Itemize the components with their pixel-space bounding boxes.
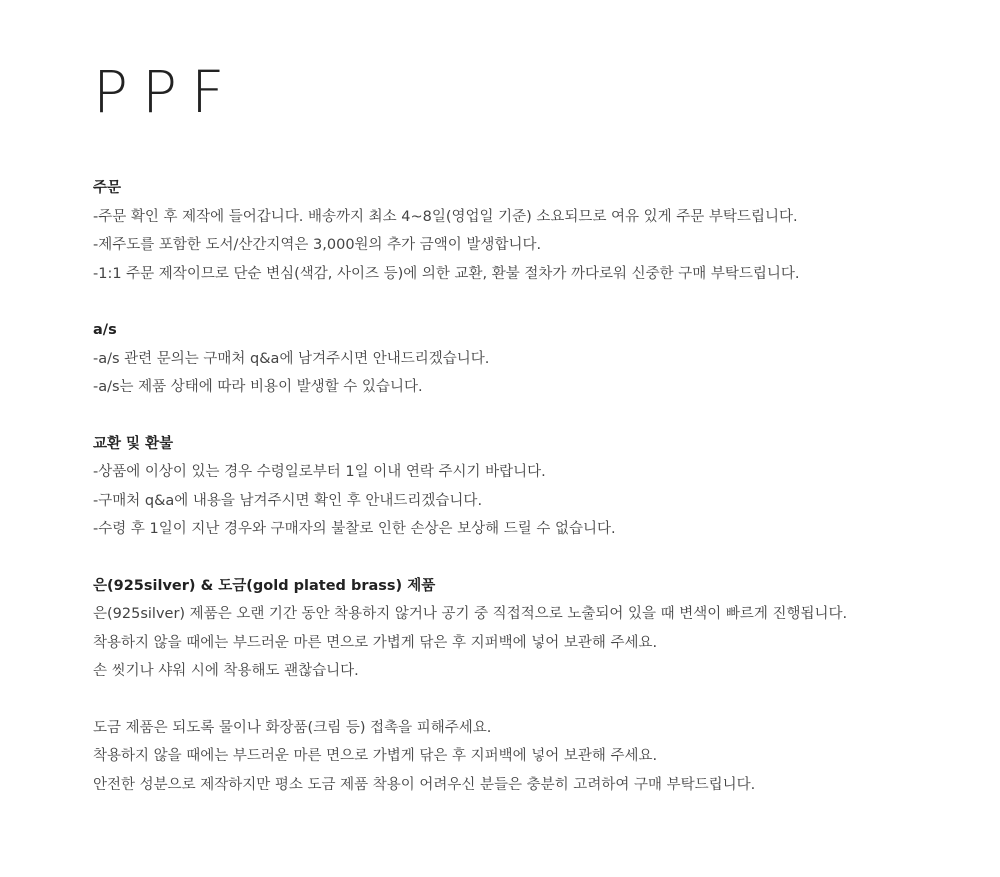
section-title: 교환 및 환불 (93, 435, 174, 452)
notice-line: 손 씻기나 샤워 시에 착용해도 괜찮습니다. (93, 663, 359, 679)
section-exchange-refund (93, 430, 973, 544)
section-title: a/s (93, 322, 117, 338)
notice-line: 도금 제품은 되도록 물이나 화장품(크림 등) 접촉을 피해주세요. (93, 719, 492, 736)
notice-line: -수령 후 1일이 지난 경우와 구매자의 불찰로 인한 손상은 보상해 드릴 수 없습니다. (93, 521, 616, 537)
notice-line: -상품에 이상이 있는 경우 수령일로부터 1일 이내 연락 주시기 바랍니다. (93, 464, 546, 480)
notice-line: 착용하지 않을 때에는 부드러운 마른 면으로 가볍게 닦은 후 지퍼백에 넣어 보관해 주세요. (93, 634, 658, 651)
notice-line: -a/s는 제품 상태에 따라 비용이 발생할 수 있습니다. (93, 379, 423, 395)
brand-logo: PPF (93, 58, 239, 126)
section-title: 은(925silver) & 도금(gold plated brass) 제품 (93, 577, 436, 594)
notice-line: 안전한 성분으로 제작하지만 평소 도금 제품 착용이 어려우신 분들은 충분히 고려하여 구매 부탁드립니다. (93, 776, 756, 793)
notice-line: -1:1 주문 제작이므로 단순 변심(색감, 사이즈 등)에 의한 교환, 환불 절차가 까다로워 신중한 구매 부탁드립니다. (93, 265, 800, 282)
notice-line: -a/s 관련 문의는 구매처 q&a에 남겨주시면 안내드리겠습니다. (93, 350, 490, 367)
section-materials (93, 572, 973, 686)
notice-content (93, 174, 973, 827)
notice-line: 착용하지 않을 때에는 부드러운 마른 면으로 가볍게 닦은 후 지퍼백에 넣어 보관해 주세요. (93, 748, 658, 764)
section-plated-care (93, 714, 973, 800)
section-order (93, 174, 973, 288)
notice-line: -제주도를 포함한 도서/산간지역은 3,000원의 추가 금액이 발생합니다. (93, 237, 542, 253)
section-title: 주문 (93, 180, 122, 196)
notice-line: 은(925silver) 제품은 오랜 기간 동안 착용하지 않거나 공기 중 직접적으로 노출되어 있을 때 변색이 빠르게 진행됩니다. (93, 606, 848, 622)
notice-line: -구매처 q&a에 내용을 남겨주시면 확인 후 안내드리겠습니다. (93, 492, 483, 509)
section-as (93, 316, 973, 402)
notice-line: -주문 확인 후 제작에 들어갑니다. 배송까지 최소 4~8일(영업일 기준) 소요되므로 여유 있게 주문 부탁드립니다. (93, 208, 798, 225)
